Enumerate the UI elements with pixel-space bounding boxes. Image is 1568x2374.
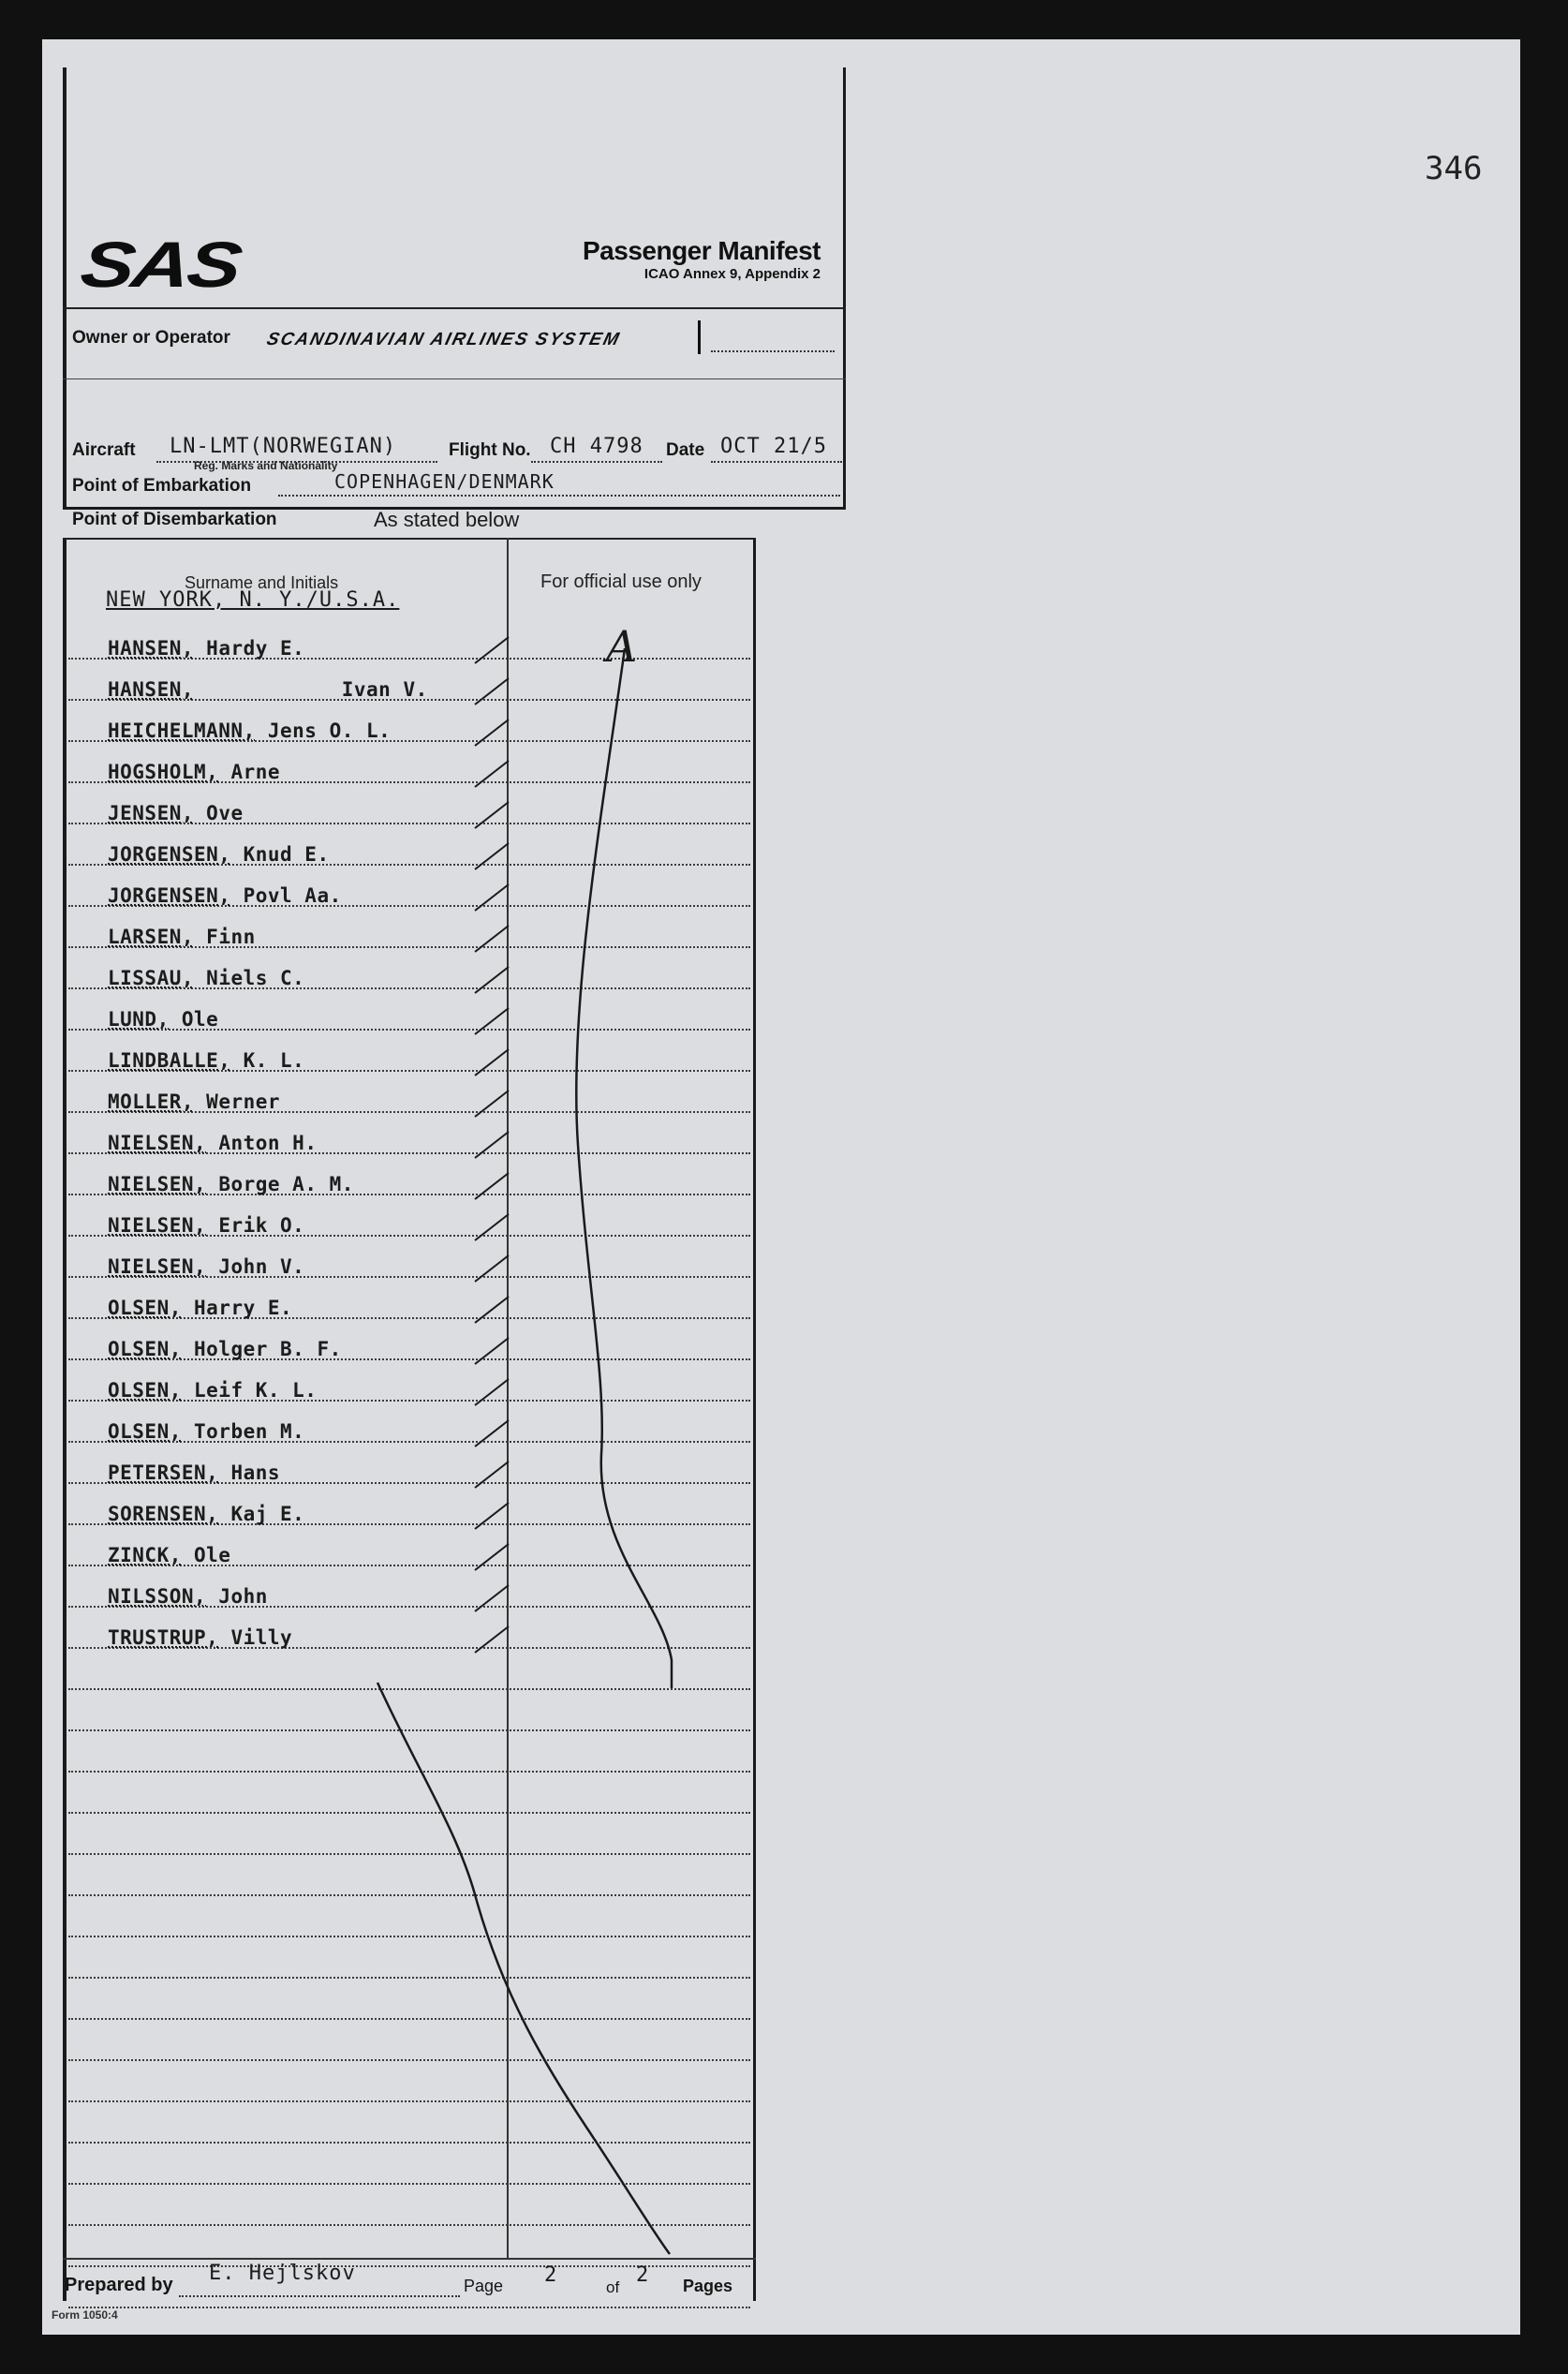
check-mark xyxy=(475,1338,509,1364)
prepared-label: Prepared by xyxy=(65,2275,173,2295)
passenger-surname: HOGSHOLM, xyxy=(108,761,219,783)
passenger-given-names: Harry E. xyxy=(194,1297,293,1319)
embark-label: Point of Embarkation xyxy=(72,476,252,496)
check-mark xyxy=(475,1132,509,1158)
check-mark xyxy=(475,1585,509,1611)
aircraft-label: Aircraft xyxy=(72,440,136,460)
check-mark xyxy=(475,1091,509,1117)
form-subtitle: ICAO Annex 9, Appendix 2 xyxy=(643,266,821,282)
passenger-given-names: Hardy E. xyxy=(206,637,305,660)
passenger-surname: MOLLER, xyxy=(108,1091,195,1113)
passenger-surname: PETERSEN, xyxy=(108,1461,219,1484)
passenger-given-names: Ole xyxy=(181,1008,219,1031)
owner-value: SCANDINAVIAN AIRLINES SYSTEM xyxy=(264,330,623,349)
passenger-given-names: John V. xyxy=(218,1255,305,1278)
passenger-surname: NIELSEN, xyxy=(108,1214,207,1237)
owner-label: Owner or Operator xyxy=(72,328,230,348)
surname-header: Surname and Initials xyxy=(185,573,339,592)
page-label: Page xyxy=(464,2277,504,2295)
passenger-given-names: Holger B. F. xyxy=(194,1338,342,1360)
passenger-surname: SORENSEN, xyxy=(108,1503,219,1525)
passenger-surname: NIELSEN, xyxy=(108,1132,207,1154)
passenger-given-names: Ole xyxy=(194,1544,231,1566)
check-mark xyxy=(475,967,509,993)
official-strike-line xyxy=(576,648,672,1688)
check-mark xyxy=(475,761,509,787)
check-mark xyxy=(475,1461,509,1488)
passenger-given-names: Knud E. xyxy=(243,843,330,866)
sas-logo: SAS xyxy=(76,229,244,302)
passenger-given-names: K. L. xyxy=(243,1049,305,1072)
form-code: Form 1050:4 xyxy=(52,2308,118,2322)
check-mark xyxy=(475,637,509,663)
passenger-surname: JENSEN, xyxy=(108,802,195,824)
page-number: 346 xyxy=(1425,150,1483,187)
passenger-given-names: Erik O. xyxy=(218,1214,305,1237)
passenger-given-names: Borge A. M. xyxy=(218,1173,354,1195)
aircraft-value: LN-LMT(NORWEGIAN) xyxy=(170,435,397,458)
flight-value: CH 4798 xyxy=(550,435,643,458)
date-value: OCT 21/5 xyxy=(720,435,827,458)
check-mark xyxy=(475,802,509,828)
check-mark xyxy=(475,1297,509,1323)
passenger-given-names: Ivan V. xyxy=(341,678,428,701)
passenger-given-names: Jens O. L. xyxy=(267,720,392,742)
check-mark xyxy=(475,1008,509,1034)
check-mark xyxy=(475,1420,509,1447)
check-mark xyxy=(475,1173,509,1199)
passenger-surname: LARSEN, xyxy=(108,926,195,948)
passenger-manifest-form xyxy=(52,67,846,2322)
passenger-given-names: Werner xyxy=(206,1091,281,1113)
passenger-given-names: Torben M. xyxy=(194,1420,305,1443)
check-mark xyxy=(475,926,509,952)
passenger-given-names: Ove xyxy=(206,802,244,824)
check-mark xyxy=(475,1255,509,1282)
passenger-surname: TRUSTRUP, xyxy=(108,1626,219,1649)
of-label: of xyxy=(606,2278,620,2296)
passenger-surname: NILSSON, xyxy=(108,1585,207,1608)
passenger-surname: OLSEN, xyxy=(108,1379,182,1402)
passenger-given-names: John xyxy=(218,1585,268,1608)
disembark-value: As stated below xyxy=(374,508,520,531)
destination: NEW YORK, N. Y./U.S.A. xyxy=(106,588,400,612)
official-mark: A xyxy=(606,621,638,672)
passenger-given-names: Finn xyxy=(206,926,256,948)
blank-rows-strike-line xyxy=(377,1683,670,2254)
passenger-surname: NIELSEN, xyxy=(108,1173,207,1195)
passenger-surname: JORGENSEN, xyxy=(108,843,231,866)
disembark-label: Point of Disembarkation xyxy=(72,510,277,529)
embark-value: COPENHAGEN/DENMARK xyxy=(334,470,555,493)
passenger-surname: OLSEN, xyxy=(108,1338,182,1360)
passenger-surname: OLSEN, xyxy=(108,1297,182,1319)
passenger-given-names: Hans xyxy=(230,1461,281,1484)
passenger-given-names: Arne xyxy=(230,761,281,783)
official-header: For official use only xyxy=(540,571,702,592)
check-mark xyxy=(475,1379,509,1405)
manifest-sheet xyxy=(42,39,1520,2335)
check-mark xyxy=(475,884,509,911)
check-mark xyxy=(475,1049,509,1076)
page-value: 2 xyxy=(544,2263,558,2287)
passenger-given-names: Anton H. xyxy=(218,1132,318,1154)
check-mark xyxy=(475,1626,509,1653)
of-value: 2 xyxy=(636,2263,650,2287)
passenger-surname: HANSEN, xyxy=(108,678,195,701)
passenger-given-names: Leif K. L. xyxy=(194,1379,318,1402)
passenger-given-names: Kaj E. xyxy=(230,1503,305,1525)
passenger-surname: LUND, xyxy=(108,1008,170,1031)
check-mark xyxy=(475,843,509,869)
date-label: Date xyxy=(666,440,705,460)
passenger-given-names: Niels C. xyxy=(206,967,305,989)
handwritten-marks xyxy=(63,67,846,2316)
check-mark xyxy=(475,678,509,705)
pages-label: Pages xyxy=(683,2277,733,2295)
form-title: Passenger Manifest xyxy=(583,236,821,265)
passenger-surname: HANSEN, xyxy=(108,637,195,660)
passenger-given-names: Villy xyxy=(230,1626,293,1649)
check-mark xyxy=(475,1503,509,1529)
passenger-surname: OLSEN, xyxy=(108,1420,182,1443)
passenger-surname: JORGENSEN, xyxy=(108,884,231,907)
flight-label: Flight No. xyxy=(449,440,531,460)
passenger-surname: HEICHELMANN, xyxy=(108,720,256,742)
check-mark xyxy=(475,1214,509,1240)
prepared-value: E. Hejlskov xyxy=(209,2262,356,2285)
passenger-given-names: Povl Aa. xyxy=(243,884,342,907)
check-mark xyxy=(475,1544,509,1570)
passenger-surname: ZINCK, xyxy=(108,1544,182,1566)
check-mark xyxy=(475,720,509,746)
passenger-surname: LISSAU, xyxy=(108,967,195,989)
passenger-surname: LINDBALLE, xyxy=(108,1049,231,1072)
passenger-surname: NIELSEN, xyxy=(108,1255,207,1278)
aircraft-sub-label: Reg. Marks and Nationality xyxy=(194,459,338,472)
